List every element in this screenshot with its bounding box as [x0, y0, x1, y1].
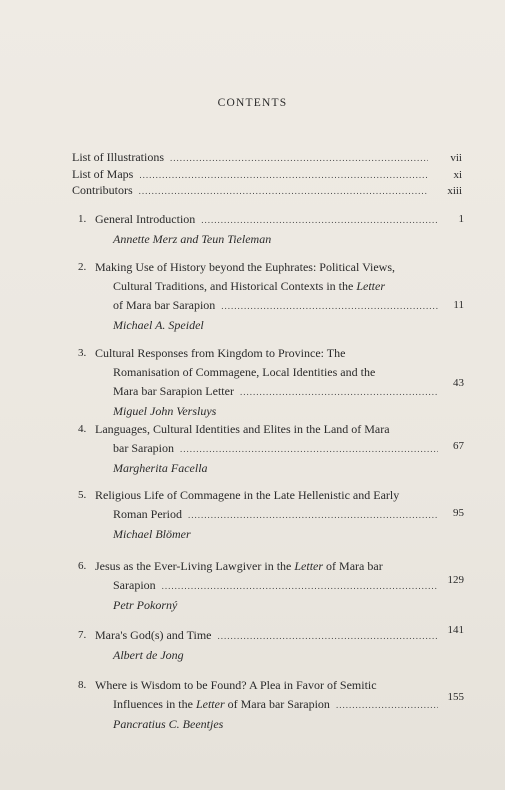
chapter-number: 7.	[78, 629, 87, 641]
chapter-number: 6.	[78, 560, 87, 572]
front-matter-label: List of Maps	[72, 167, 134, 181]
chapter-title-line: bar Sarapion .....	[78, 439, 470, 459]
page-number: 43	[453, 377, 464, 389]
dot-leader	[162, 577, 438, 596]
chapter-number: 3.	[78, 347, 87, 359]
chapter-title-line: Religious Life of Commagene in the Late Hellenistic and Early	[95, 488, 400, 502]
chapter-title-line: Cultural Responses from Kingdom to Province: The	[95, 346, 346, 360]
front-matter-item	[72, 183, 462, 199]
page-number: 155	[447, 691, 464, 703]
contents-heading: CONTENTS	[217, 97, 288, 109]
chapter-title-line: Roman Period .....	[78, 505, 470, 525]
chapter-entry-4	[78, 420, 470, 478]
dot-leader	[139, 170, 428, 180]
chapter-entry-3	[78, 344, 470, 421]
chapter-entry-1	[78, 210, 470, 249]
dot-leader	[336, 696, 438, 715]
chapter-author: Miguel John Versluys	[113, 404, 217, 418]
chapter-title-text: General Introduction	[95, 212, 196, 226]
chapter-entry-2	[78, 258, 470, 335]
page-number: 95	[453, 507, 464, 519]
dot-leader	[139, 186, 428, 196]
chapter-author: Michael A. Speidel	[113, 318, 204, 332]
dot-leader	[170, 153, 428, 163]
chapter-title-line: Mara's God(s) and Time .....	[78, 626, 470, 646]
chapter-title-line: Sarapion .....	[78, 576, 470, 596]
chapter-number: 4.	[78, 423, 87, 435]
chapter-number: 2.	[78, 261, 87, 273]
page-number: 1	[458, 213, 464, 225]
chapter-title-line: Making Use of History beyond the Euphrates: Political Views,	[95, 260, 396, 274]
page-number: 129	[447, 574, 464, 586]
chapter-author: Annette Merz and Teun Tieleman	[113, 232, 272, 246]
chapter-title-line: Where is Wisdom to be Found? A Plea in Favor of Semitic	[95, 678, 377, 692]
chapter-title	[78, 210, 470, 230]
chapter-author: Petr Pokorný	[113, 598, 178, 612]
dot-leader	[221, 297, 438, 316]
chapter-title-line: Mara bar Sarapion Letter .....	[78, 382, 470, 402]
chapter-author: Albert de Jong	[113, 648, 184, 662]
page-number: xiii	[447, 185, 462, 197]
chapter-author: Michael Blömer	[113, 527, 191, 541]
front-matter-item	[72, 150, 462, 166]
page-number: 11	[453, 299, 464, 311]
dot-leader	[188, 506, 438, 525]
chapter-entry-7	[78, 626, 470, 665]
dot-leader	[201, 211, 438, 230]
page-number: 141	[447, 624, 464, 636]
chapter-entry-5	[78, 486, 470, 544]
chapter-number: 5.	[78, 489, 87, 501]
chapter-author: Margherita Facella	[113, 461, 208, 475]
chapter-number: 8.	[78, 679, 87, 691]
front-matter-label: List of Illustrations	[72, 150, 164, 164]
chapter-title-line: Influences in the Letter of Mara bar Sarapion .....	[78, 695, 470, 715]
chapter-entry-6	[78, 557, 470, 615]
page-number: vii	[450, 152, 462, 164]
dot-leader	[240, 383, 438, 402]
chapter-title-line: Languages, Cultural Identities and Elites in the Land of Mara	[95, 422, 390, 436]
chapter-number: 1.	[78, 213, 87, 225]
chapter-title-line: Jesus as the Ever-Living Lawgiver in the Letter of Mara bar	[95, 559, 383, 573]
dot-leader	[218, 627, 439, 646]
page-number: xi	[453, 169, 462, 181]
dot-leader	[180, 440, 438, 459]
chapter-title-line: of Mara bar Sarapion .....	[78, 296, 470, 316]
page-number: 67	[453, 440, 464, 452]
chapter-title-line: Romanisation of Commagene, Local Identities and the	[113, 365, 376, 379]
chapter-entry-8	[78, 676, 470, 734]
chapter-title-line: Cultural Traditions, and Historical Contexts in the Letter	[113, 279, 385, 293]
front-matter-label: Contributors	[72, 183, 133, 197]
front-matter-item	[72, 167, 462, 183]
chapter-author: Pancratius C. Beentjes	[113, 717, 224, 731]
